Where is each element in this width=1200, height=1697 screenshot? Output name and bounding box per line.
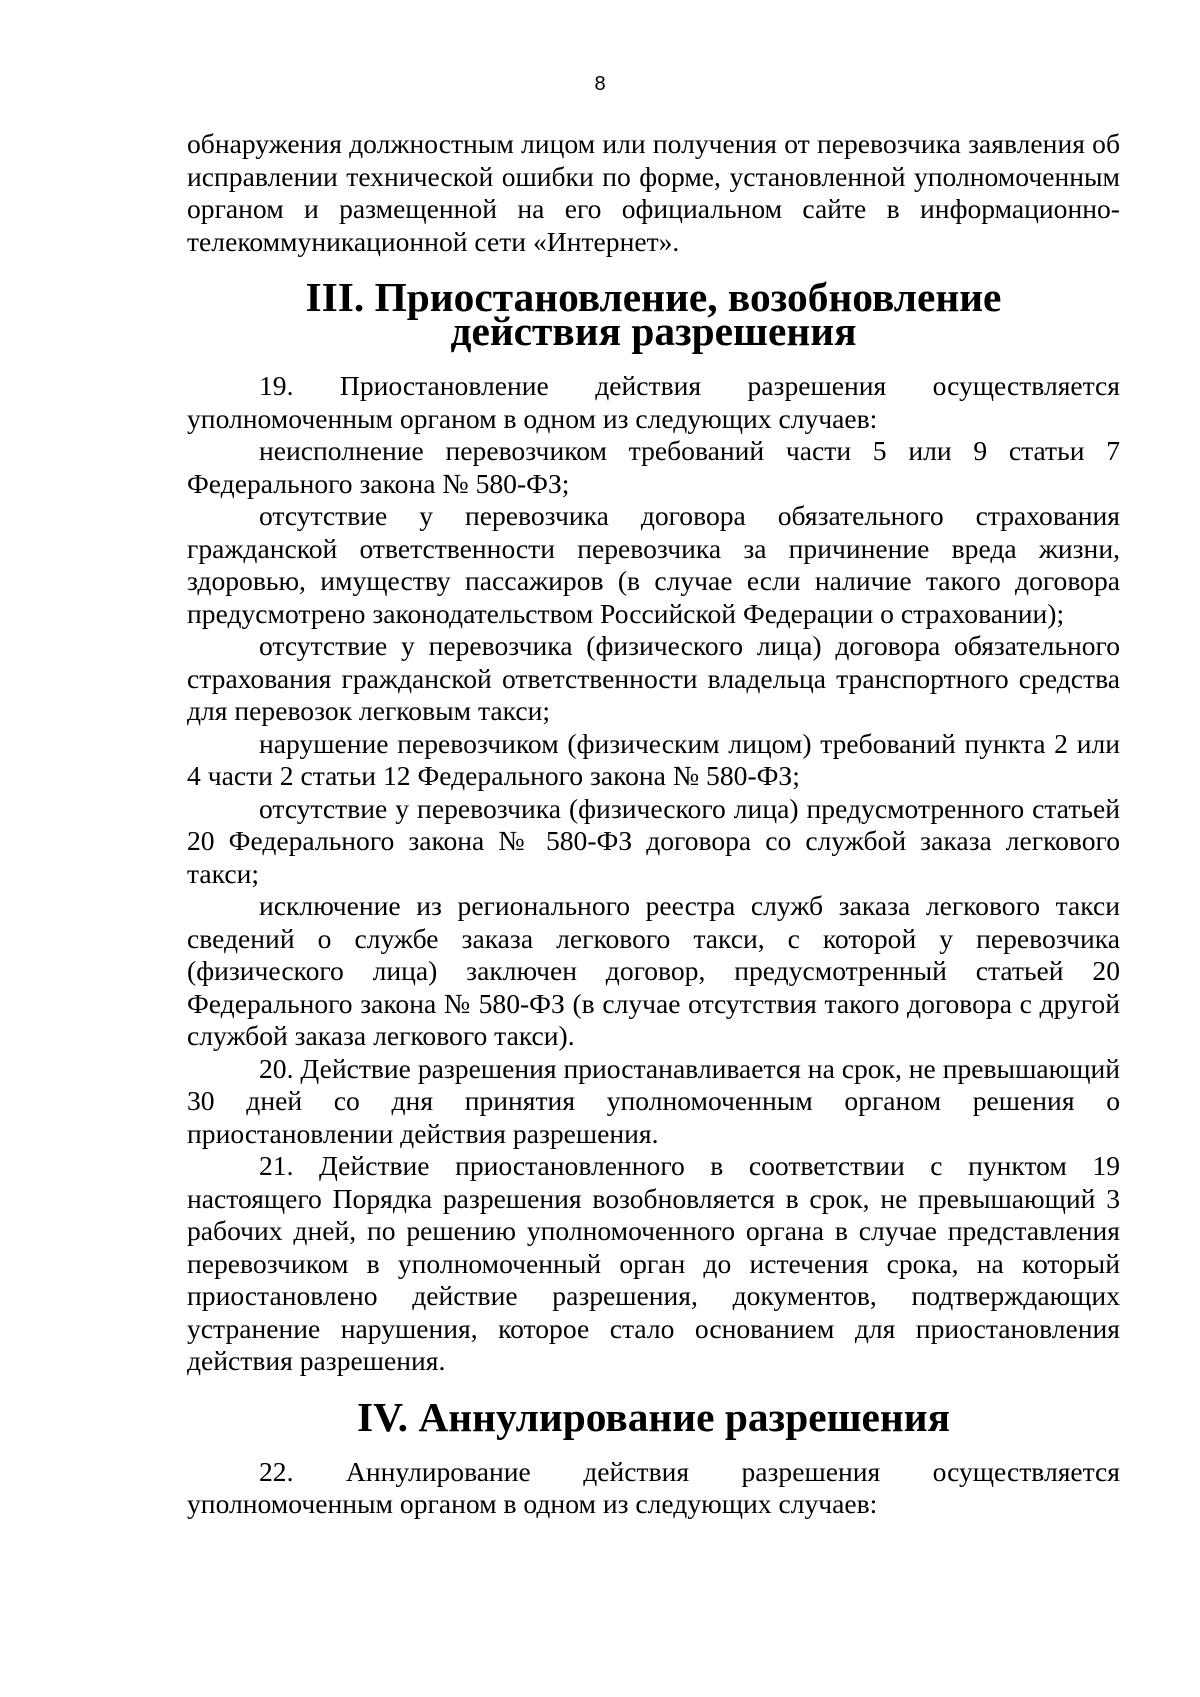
list-item-19-5: отсутствие у перевозчика (физического лица) предусмотренного статьей 20 Федерального закона № 580-ФЗ договора со службой заказа легкового такси;	[187, 792, 1120, 889]
list-item-19-6: исключение из регионального реестра служб заказа легкового такси сведений о службе заказа легкового такси, с которой у перевозчика (физического лица) заключен договор, предусмотренный статьей 20 Федерального закона № 580-ФЗ (в случае отсутствия такого договора с другой службой заказа легкового такси).	[187, 890, 1120, 1051]
paragraph-22: 22. Аннулирование действия разрешения осуществляется уполномоченным органом в одном из следующих случаев:	[187, 1455, 1120, 1519]
section-heading-iv-title: IV. Аннулирование разрешения	[357, 1393, 950, 1440]
list-item-19-3: отсутствие у перевозчика (физического лица) договора обязательного страхования гражданской ответственности владельца транспортного средства для перевозок легковым такси;	[187, 630, 1120, 726]
paragraph-continuation: обнаружения должностным лицом или получения от перевозчика заявления об исправлении технической ошибки по форме, установленной уполномоченным органом и размещенной на его официальном сайте в информационно-телекоммуникационной сети «Интернет».	[187, 128, 1120, 257]
section-heading-iii-line2: действия разрешения	[450, 308, 857, 354]
paragraph-20: 20. Действие разрешения приостанавливается на срок, не превышающий 30 дней со дня принятия уполномоченным органом решения о приостановлении действия разрешения.	[187, 1052, 1120, 1149]
list-item-19-1: неисполнение перевозчиком требований части 5 или 9 статьи 7 Федерального закона № 580-ФЗ;	[187, 435, 1120, 499]
page-number: 8	[594, 73, 606, 95]
list-item-19-2: отсутствие у перевозчика договора обязательного страхования гражданской ответственности перевозчика за причинение вреда жизни, здоровью, имуществу пассажиров (в случае если наличие такого договора предусмотрено законодательством Российской Федерации о страховании);	[187, 500, 1120, 629]
paragraph-19: 19. Приостановление действия разрешения осуществляется уполномоченным органом в одном из следующих случаев:	[187, 370, 1120, 434]
document-body	[187, 128, 1120, 1521]
paragraph-21: 21. Действие приостановленного в соответствии с пунктом 19 настоящего Порядка разрешения возобновляется в срок, не превышающий 3 рабочих дней, по решению уполномоченного органа в случае представления перевозчиком в уполномоченный орган до истечения срока, на который приостановлено действие разрешения, документов, подтверждающих устранение нарушения, которое стало основанием для приостановления действия разрешения.	[187, 1150, 1120, 1376]
section-heading-iii	[187, 274, 1120, 354]
section-heading-iv	[187, 1393, 1120, 1440]
section-heading-iii-line1: III. Приостановление, возобновление	[305, 274, 1002, 320]
list-item-19-4: нарушение перевозчиком (физическим лицом) требований пункта 2 или 4 части 2 статьи 12 Федерального закона № 580-ФЗ;	[187, 727, 1120, 791]
